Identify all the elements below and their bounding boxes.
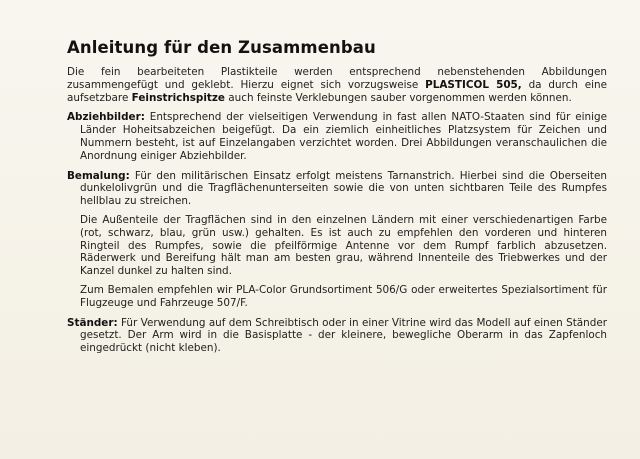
instruction-text-block <box>67 38 607 355</box>
bemalung-paragraph-2: Die Außenteile der Tragflächen sind in den einzelnen Ländern mit einer verschiedenartigen Farbe (rot, schwarz, blau, grün usw.) gehalten. Es ist auch zu empfehlen den vorderen und hinteren Ringteil des Rumpfes, sowie die pfeilförmige Antenne vor dem Rumpf farblich abzusetzen. Räderwerk und Bereifung hält man am besten grau, während Innenteile des Triebwerkes und der Kanzel dunkel zu halten sind. <box>80 213 607 278</box>
staender-text: Für Verwendung auf dem Schreibtisch oder in einer Vitrine wird das Modell auf einen Ständer gesetzt. Der Arm wird in die Basisplatte - der kleinere, bewegliche Oberarm in das Zapfenloch eingedrückt (nicht kleben). <box>80 316 607 355</box>
bemalung-paragraph-3: Zum Bemalen empfehlen wir PLA-Color Grundsortiment 506/G oder erweitertes Spezialsortiment für Flugzeuge und Fahrzeuge 507/F. <box>80 283 607 309</box>
product-name: PLASTICOL 505, <box>425 78 522 91</box>
intro-text-end: auch feinste Verklebungen sauber vorgenommen werden können. <box>224 91 572 104</box>
bemalung-text: Für den militärischen Einsatz erfolgt meistens Tarnanstrich. Hierbei sind die Oberseiten dunkelolivgrün und die Tragflächenunterseiten sowie die von unten sichtbaren Teile des Rumpfes hellblau zu streichen. <box>80 169 607 208</box>
staender-paragraph <box>67 317 607 355</box>
intro-text-start: Die fein bearbeiteten Plastikteile werden entsprechend nebenstehenden Abbildungen zusammengefügt und geklebt. Hierzu eignet sich vorzugsweise <box>67 66 607 91</box>
page-title: Anleitung für den Zusammenbau <box>67 38 376 57</box>
tip-name: Feinstrichspitze <box>131 91 225 104</box>
staender-label: Ständer: <box>67 316 118 329</box>
bemalung-paragraph <box>67 170 607 208</box>
bemalung-label: Bemalung: <box>67 169 130 182</box>
intro-paragraph <box>67 66 607 104</box>
intro-text-middle: da durch eine aufsetzbare <box>67 78 607 104</box>
abziehbilder-label: Abziehbilder: <box>67 111 145 124</box>
abziehbilder-paragraph <box>67 111 607 162</box>
abziehbilder-text: Entsprechend der vielseitigen Verwendung in fast allen NATO-Staaten sind für einige Länder Hoheitsabzeichen beigefügt. Da ein ziemlich einheitliches Platzsystem für Zeichen und Nummern besteht, ist auf Einzelangaben verzichtet worden. Drei Abbildungen veranschaulichen die Anordnung einiger Abziehbilder. <box>80 111 607 162</box>
